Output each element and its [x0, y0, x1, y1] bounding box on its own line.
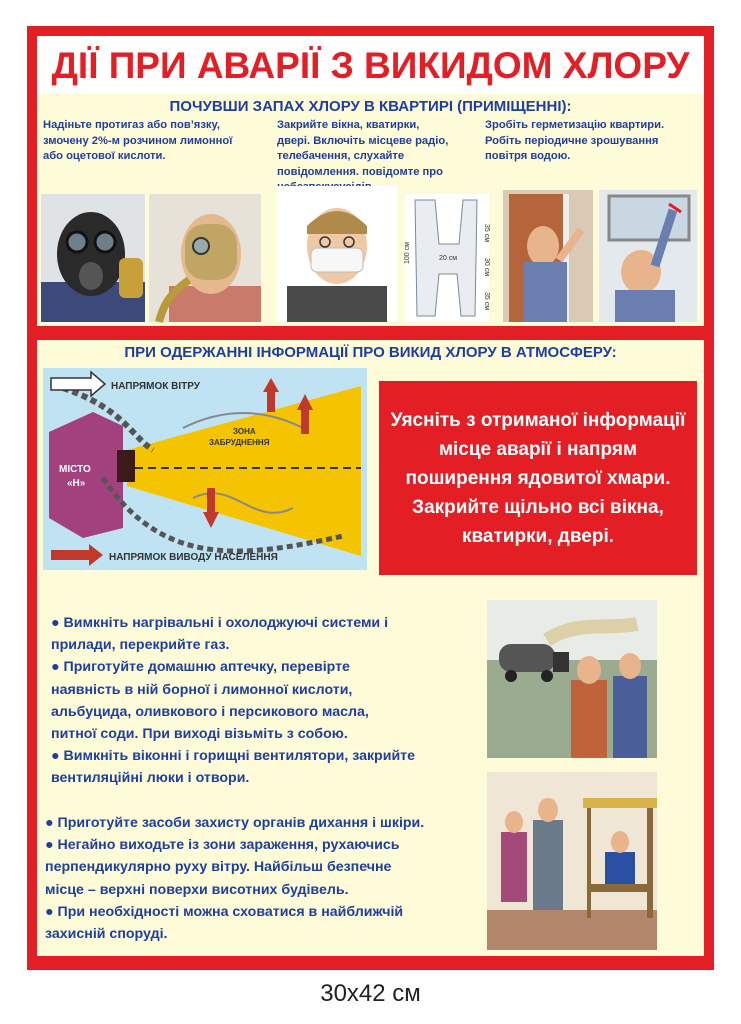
gas-mask-illustration-1: [41, 194, 145, 322]
instruction-seal-apartment: Зробіть герметизацію квартири. Робіть періодичне зрошування повітря водою.: [485, 119, 665, 162]
notice-box: Уясніть з отриманої інформації місце аварії і напрям поширення ядовитої хмари. Закрийте щільно всі вікна, кватирки, двері.: [379, 381, 697, 575]
instruction-gas-mask: Надіньте протигаз або пов’язку, змочену 2%-м розчином лимонної або оцетової кислоти.: [43, 119, 233, 162]
bullet-list-2: ● Приготуйте засоби захисту органів дихання і шкіри. ● Негайно виходьте із зони зараження, рухаючись перпендикулярно руху вітру. Найбільш безпечне місце – верхні поверхи висотних будівель. ● При необхідності можна сховатися в найближчій захисній споруді.: [45, 815, 425, 943]
gas-mask-illustration-2: [149, 194, 261, 322]
svg-text:35 см: 35 см: [483, 292, 490, 311]
svg-text:100 см: 100 см: [404, 242, 411, 264]
svg-text:ЗАБРУДНЕННЯ: ЗАБРУДНЕННЯ: [209, 438, 270, 447]
svg-text:35 см: 35 см: [483, 224, 490, 243]
section-atmosphere-heading: ПРИ ОДЕРЖАННІ ІНФОРМАЦІЇ ПРО ВИКИД ХЛОРУ В АТМОСФЕРУ:: [124, 344, 617, 361]
svg-text:30 см: 30 см: [483, 258, 490, 277]
section-indoor: [37, 94, 704, 326]
section-atmosphere: [37, 340, 704, 956]
man-with-bandage-illustration: [277, 186, 397, 322]
svg-text:20 см: 20 см: [439, 255, 458, 262]
contamination-zone-diagram: [43, 368, 367, 570]
poster-size-label: 30х42 см: [320, 980, 421, 1007]
sealing-window-illustration: [599, 190, 697, 322]
svg-text:НАПРЯМОК ВІТРУ: НАПРЯМОК ВІТРУ: [111, 381, 200, 392]
sealing-door-illustration: [503, 190, 593, 322]
instruction-close-windows: Закрийте вікна, кватирки, двері. Включіть місцеве радіо, телебачення, слухайте повідомлення. повідомте про: [277, 119, 449, 178]
svg-text:НАПРЯМОК ВИВОДУ НАСЕЛЕННЯ: НАПРЯМОК ВИВОДУ НАСЕЛЕННЯ: [109, 552, 278, 563]
section-indoor-heading: ПОЧУВШИ ЗАПАХ ХЛОРУ В КВАРТИРІ (ПРИМІЩЕННІ):: [169, 98, 572, 115]
svg-text:«Н»: «Н»: [67, 478, 86, 489]
tanker-truck-illustration: [487, 600, 657, 758]
svg-text:МІСТО: МІСТО: [59, 464, 91, 475]
bandage-pattern-diagram: [405, 194, 489, 322]
poster: [27, 26, 714, 970]
poster-title: ДІЇ ПРИ АВАРІЇ З ВИКИДОМ ХЛОРУ: [51, 45, 690, 86]
bullet-list-1: ● Вимкніть нагрівальні і охолоджуючі системи і прилади, перекрийте газ. ● Приготуйте домашню аптечку, перевірте наявність в ній борної і лимонної кислоти, альбуцида, оливкового і персикового масла, питної соди. При виході візьміть з собою. ● Вимкніть віконні і горищні вентилятори, закрийте вентиляційні люки і отвори.: [51, 615, 416, 787]
people-at-shelter-illustration: [487, 772, 657, 950]
svg-text:ЗОНА: ЗОНА: [233, 427, 256, 436]
section-separator: [37, 326, 704, 340]
